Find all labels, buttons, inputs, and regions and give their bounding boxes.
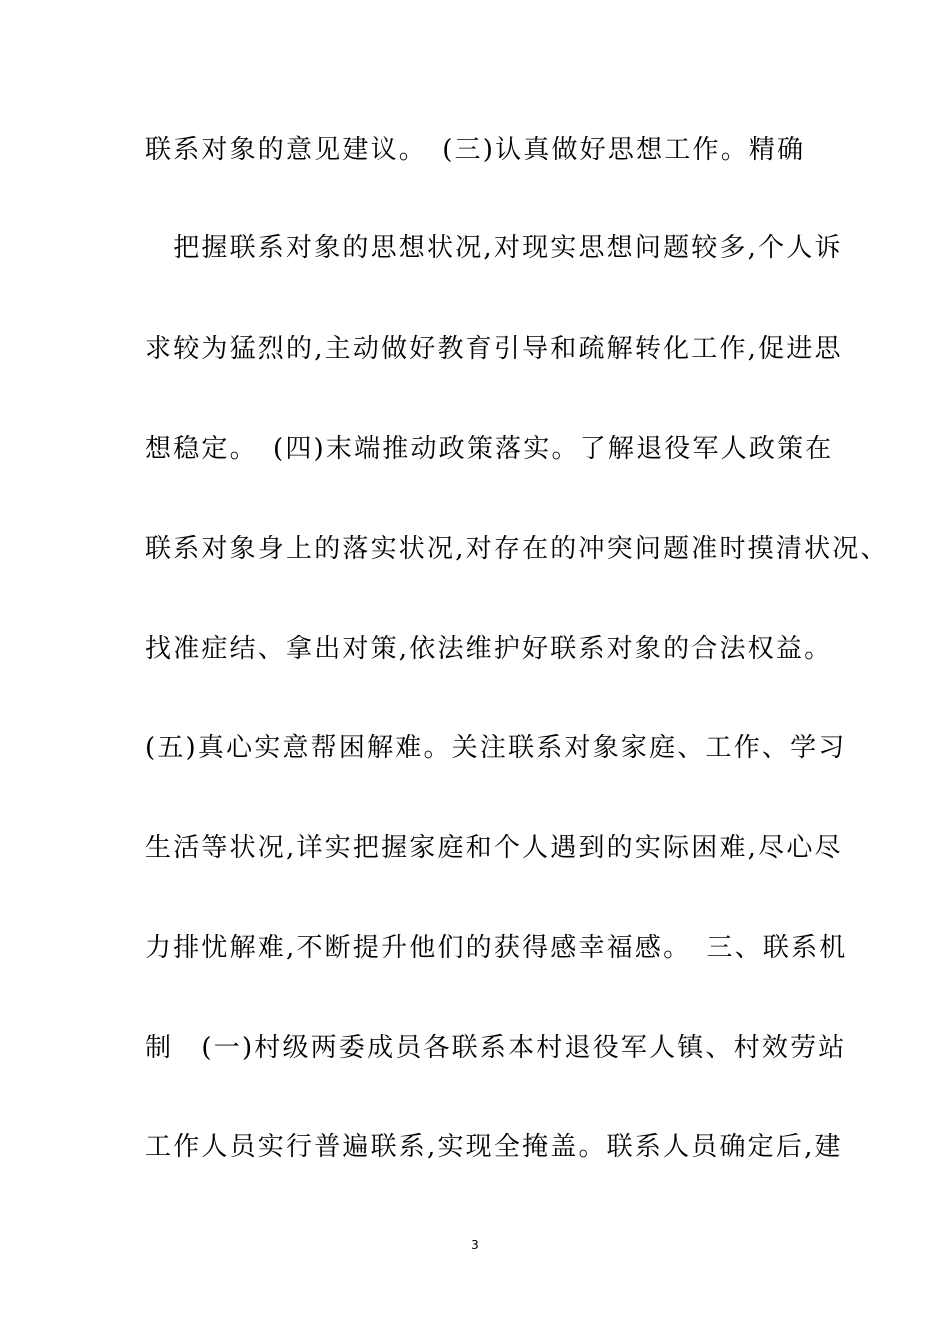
text-line: 工作人员实行普遍联系,实现全掩盖。联系人员确定后,建 [145, 1132, 843, 1162]
page-number: 3 [471, 1238, 479, 1252]
text-line: 把握联系对象的思想状况,对现实思想问题较多,个人诉 [145, 233, 843, 263]
text-line: 生活等状况,详实把握家庭和个人遇到的实际困难,尽心尽 [145, 833, 843, 863]
text-line: 找准症结、拿出对策,依法维护好联系对象的合法权益。 [145, 634, 833, 664]
text-line: 制 (一)村级两委成员各联系本村退役军人镇、村效劳站 [145, 1033, 847, 1063]
text-line: 力排忧解难,不断提升他们的获得感幸福感。 三、联系机 [145, 933, 848, 963]
text-line: 想稳定。 (四)末端推动政策落实。了解退役军人政策在 [145, 434, 834, 464]
text-line: (五)真心实意帮困解难。关注联系对象家庭、工作、学习 [145, 733, 847, 763]
text-line: 联系对象的意见建议。 (三)认真做好思想工作。精确 [145, 135, 806, 165]
text-line: 求较为猛烈的,主动做好教育引导和疏解转化工作,促进思 [145, 334, 843, 364]
text-line: 联系对象身上的落实状况,对存在的冲突问题准时摸清状况、 [145, 534, 889, 564]
